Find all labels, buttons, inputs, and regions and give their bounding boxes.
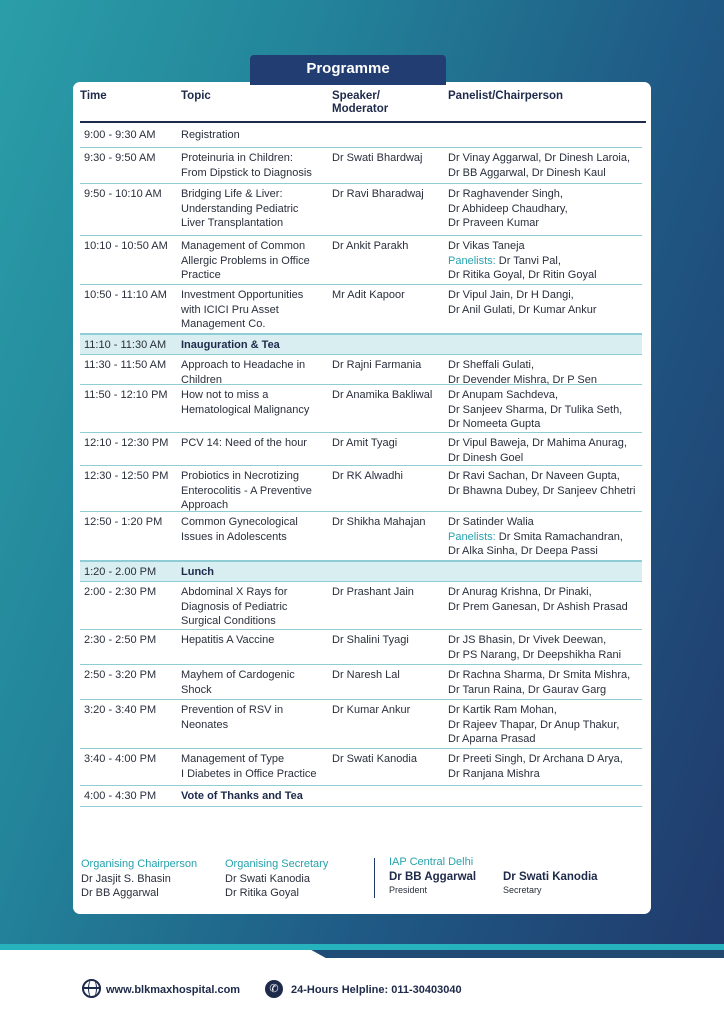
- table-row: [80, 236, 642, 285]
- row-topic: Lunch: [181, 566, 214, 578]
- row-speaker: Dr Prashant Jain: [332, 586, 414, 598]
- header-topic: Topic: [181, 90, 211, 102]
- row-time: 2:30 - 2:50 PM: [84, 634, 157, 646]
- table-row: [80, 385, 642, 433]
- organising-secretary: [225, 857, 328, 901]
- row-topic: PCV 14: Need of the hour: [181, 437, 307, 449]
- row-time: 10:50 - 11:10 AM: [84, 289, 167, 301]
- decorative-stripe: [0, 950, 724, 958]
- table-row: [80, 334, 642, 355]
- table-row: [80, 665, 642, 700]
- secretary-label: Organising Secretary: [225, 858, 329, 870]
- panelists-names: Dr Tanvi Pal,: [495, 254, 561, 267]
- row-topic: Registration: [181, 129, 240, 141]
- row-panelists: Dr Sheffali Gulati, Dr Devender Mishra, Dr P Sen: [448, 359, 597, 386]
- table-row: [80, 582, 642, 630]
- website-link[interactable]: www.blkmaxhospital.com: [106, 984, 241, 996]
- president-name: Dr BB Aggarwal: [389, 871, 477, 883]
- row-time: 11:30 - 11:50 AM: [84, 359, 167, 371]
- table-row: [80, 561, 642, 582]
- panelists-names: Dr Smita Ramachandran,: [495, 530, 623, 543]
- header-panelist: Panelist/Chairperson: [448, 90, 564, 102]
- row-panelists: Dr Vipul Baweja, Dr Mahima Anurag, Dr Dinesh Goel: [448, 437, 627, 464]
- row-time: 3:20 - 3:40 PM: [84, 704, 157, 716]
- row-panelists: Dr Raghavender Singh, Dr Abhideep Chaudhary, Dr Praveen Kumar: [448, 188, 568, 229]
- row-speaker: Dr Kumar Ankur: [332, 704, 411, 716]
- row-panelists: Dr Vinay Aggarwal, Dr Dinesh Laroia, Dr BB Aggarwal, Dr Dinesh Kaul: [448, 152, 630, 179]
- iap-label: IAP Central Delhi: [389, 856, 474, 868]
- panelists-label: Panelists:: [448, 254, 496, 267]
- header-speaker: Speaker/ Moderator: [332, 90, 389, 115]
- row-speaker: Dr Shikha Mahajan: [332, 516, 426, 528]
- table-row: [80, 125, 642, 148]
- row-panelists: Dr Kartik Ram Mohan, Dr Rajeev Thapar, Dr Anup Thakur, Dr Aparna Prasad: [448, 704, 620, 745]
- row-time: 2:00 - 2:30 PM: [84, 586, 157, 598]
- table-row: [80, 512, 642, 561]
- row-topic: Mayhem of Cardogenic Shock: [181, 669, 295, 696]
- row-topic: Proteinuria in Children: From Dipstick to Diagnosis: [181, 152, 312, 179]
- row-panelist-line: Dr Alka Sinha, Dr Deepa Passi: [448, 545, 598, 557]
- panelists-label: Panelists:: [448, 530, 496, 543]
- row-panelist-line: Dr Vikas Taneja: [448, 240, 525, 252]
- row-speaker: Dr Ravi Bharadwaj: [332, 188, 424, 200]
- row-speaker: Dr Swati Kanodia: [332, 753, 417, 765]
- row-speaker: Dr Amit Tyagi: [332, 437, 398, 449]
- row-panelists: Dr Anurag Krishna, Dr Pinaki, Dr Prem Ganesan, Dr Ashish Prasad: [448, 586, 628, 613]
- table-row: [80, 466, 642, 512]
- row-time: 2:50 - 3:20 PM: [84, 669, 157, 681]
- header-time: Time: [80, 90, 107, 102]
- row-topic: Management of Common Allergic Problems in Office Practice: [181, 240, 310, 281]
- iap-secretary-name: Dr Swati Kanodia: [503, 871, 598, 883]
- row-topic: Probiotics in Necrotizing Enterocolitis - A Preventive Approach: [181, 470, 312, 511]
- organising-chairperson: [81, 857, 197, 901]
- table-row: [80, 184, 642, 236]
- row-time: 11:50 - 12:10 PM: [84, 389, 168, 401]
- row-topic: How not to miss a Hematological Malignancy: [181, 389, 310, 416]
- helpline-text: 24-Hours Helpline: 011-30403040: [291, 984, 462, 996]
- president-role: President: [389, 885, 428, 895]
- row-time: 12:50 - 1:20 PM: [84, 516, 163, 528]
- row-speaker: Dr Shalini Tyagi: [332, 634, 409, 646]
- programme-table: [80, 125, 642, 807]
- row-time: 9:50 - 10:10 AM: [84, 188, 162, 200]
- table-row: [80, 148, 642, 184]
- row-speaker: Dr Naresh Lal: [332, 669, 400, 681]
- row-topic: Vote of Thanks and Tea: [181, 790, 303, 802]
- chair-names: Dr Jasjit S. Bhasin Dr BB Aggarwal: [81, 872, 171, 899]
- row-topic: Management of Type I Diabetes in Office Practice: [181, 753, 317, 780]
- table-row: [80, 786, 642, 807]
- row-time: 12:10 - 12:30 PM: [84, 437, 169, 449]
- row-time: 12:30 - 12:50 PM: [84, 470, 169, 482]
- row-panelists: Dr Preeti Singh, Dr Archana D Arya, Dr Ranjana Mishra: [448, 753, 623, 780]
- row-panelists: Dr Ravi Sachan, Dr Naveen Gupta, Dr Bhawna Dubey, Dr Sanjeev Chhetri: [448, 470, 636, 497]
- row-time: 11:10 - 11:30 AM: [84, 339, 167, 351]
- row-topic: Inauguration & Tea: [181, 339, 280, 351]
- row-panelists: Dr Anupam Sachdeva, Dr Sanjeev Sharma, Dr Tulika Seth, Dr Nomeeta Gupta: [448, 389, 623, 430]
- table-row: [80, 749, 642, 786]
- row-time: 1:20 - 2.00 PM: [84, 566, 157, 578]
- row-panelist-line: Dr Satinder Walia: [448, 516, 534, 528]
- phone-icon: ✆: [265, 980, 283, 998]
- row-panelists: Dr JS Bhasin, Dr Vivek Deewan, Dr PS Narang, Dr Deepshikha Rani: [448, 634, 622, 661]
- row-panelist-line: [448, 530, 644, 545]
- row-speaker: Dr Rajni Farmania: [332, 359, 422, 371]
- globe-icon: [82, 979, 101, 998]
- table-row: [80, 355, 642, 385]
- chair-label: Organising Chairperson: [81, 858, 198, 870]
- row-panelists: [448, 515, 644, 559]
- iap-secretary-role: Secretary: [503, 885, 542, 895]
- row-topic: Bridging Life & Liver: Understanding Pediatric Liver Transplantation: [181, 188, 299, 229]
- row-topic: Hepatitis A Vaccine: [181, 634, 275, 646]
- row-speaker: Dr Anamika Bakliwal: [332, 389, 433, 401]
- row-panelist-line: [448, 254, 644, 269]
- row-topic: Common Gynecological Issues in Adolescents: [181, 516, 298, 543]
- table-row: [80, 285, 642, 334]
- row-time: 9:00 - 9:30 AM: [84, 129, 156, 141]
- row-time: 9:30 - 9:50 AM: [84, 152, 156, 164]
- secretary-names: Dr Swati Kanodia Dr Ritika Goyal: [225, 872, 310, 899]
- row-topic: Abdominal X Rays for Diagnosis of Pediatric Surgical Conditions: [181, 586, 288, 627]
- decorative-stripe: [0, 944, 724, 950]
- row-speaker: Dr Ankit Parakh: [332, 240, 409, 252]
- row-speaker: Mr Adit Kapoor: [332, 289, 405, 301]
- row-topic: Investment Opportunities with ICICI Pru Asset Management Co.: [181, 289, 304, 330]
- row-speaker: Dr Swati Bhardwaj: [332, 152, 423, 164]
- row-topic: Prevention of RSV in Neonates: [181, 704, 284, 731]
- divider: [374, 858, 375, 898]
- table-row: [80, 700, 642, 749]
- row-time: 10:10 - 10:50 AM: [84, 240, 168, 252]
- row-panelists: Dr Vipul Jain, Dr H Dangi, Dr Anil Gulati, Dr Kumar Ankur: [448, 289, 597, 316]
- table-row: [80, 433, 642, 466]
- row-panelist-line: Dr Ritika Goyal, Dr Ritin Goyal: [448, 269, 597, 281]
- table-row: [80, 630, 642, 665]
- header-divider: [80, 121, 646, 123]
- page-title: Programme: [250, 55, 446, 85]
- row-panelists: Dr Rachna Sharma, Dr Smita Mishra, Dr Tarun Raina, Dr Gaurav Garg: [448, 669, 631, 696]
- contact-bar: [0, 958, 724, 1023]
- row-panelists: [448, 239, 644, 283]
- row-time: 4:00 - 4:30 PM: [84, 790, 157, 802]
- row-time: 3:40 - 4:00 PM: [84, 753, 157, 765]
- row-topic: Approach to Headache in Children: [181, 359, 306, 386]
- row-speaker: Dr RK Alwadhi: [332, 470, 403, 482]
